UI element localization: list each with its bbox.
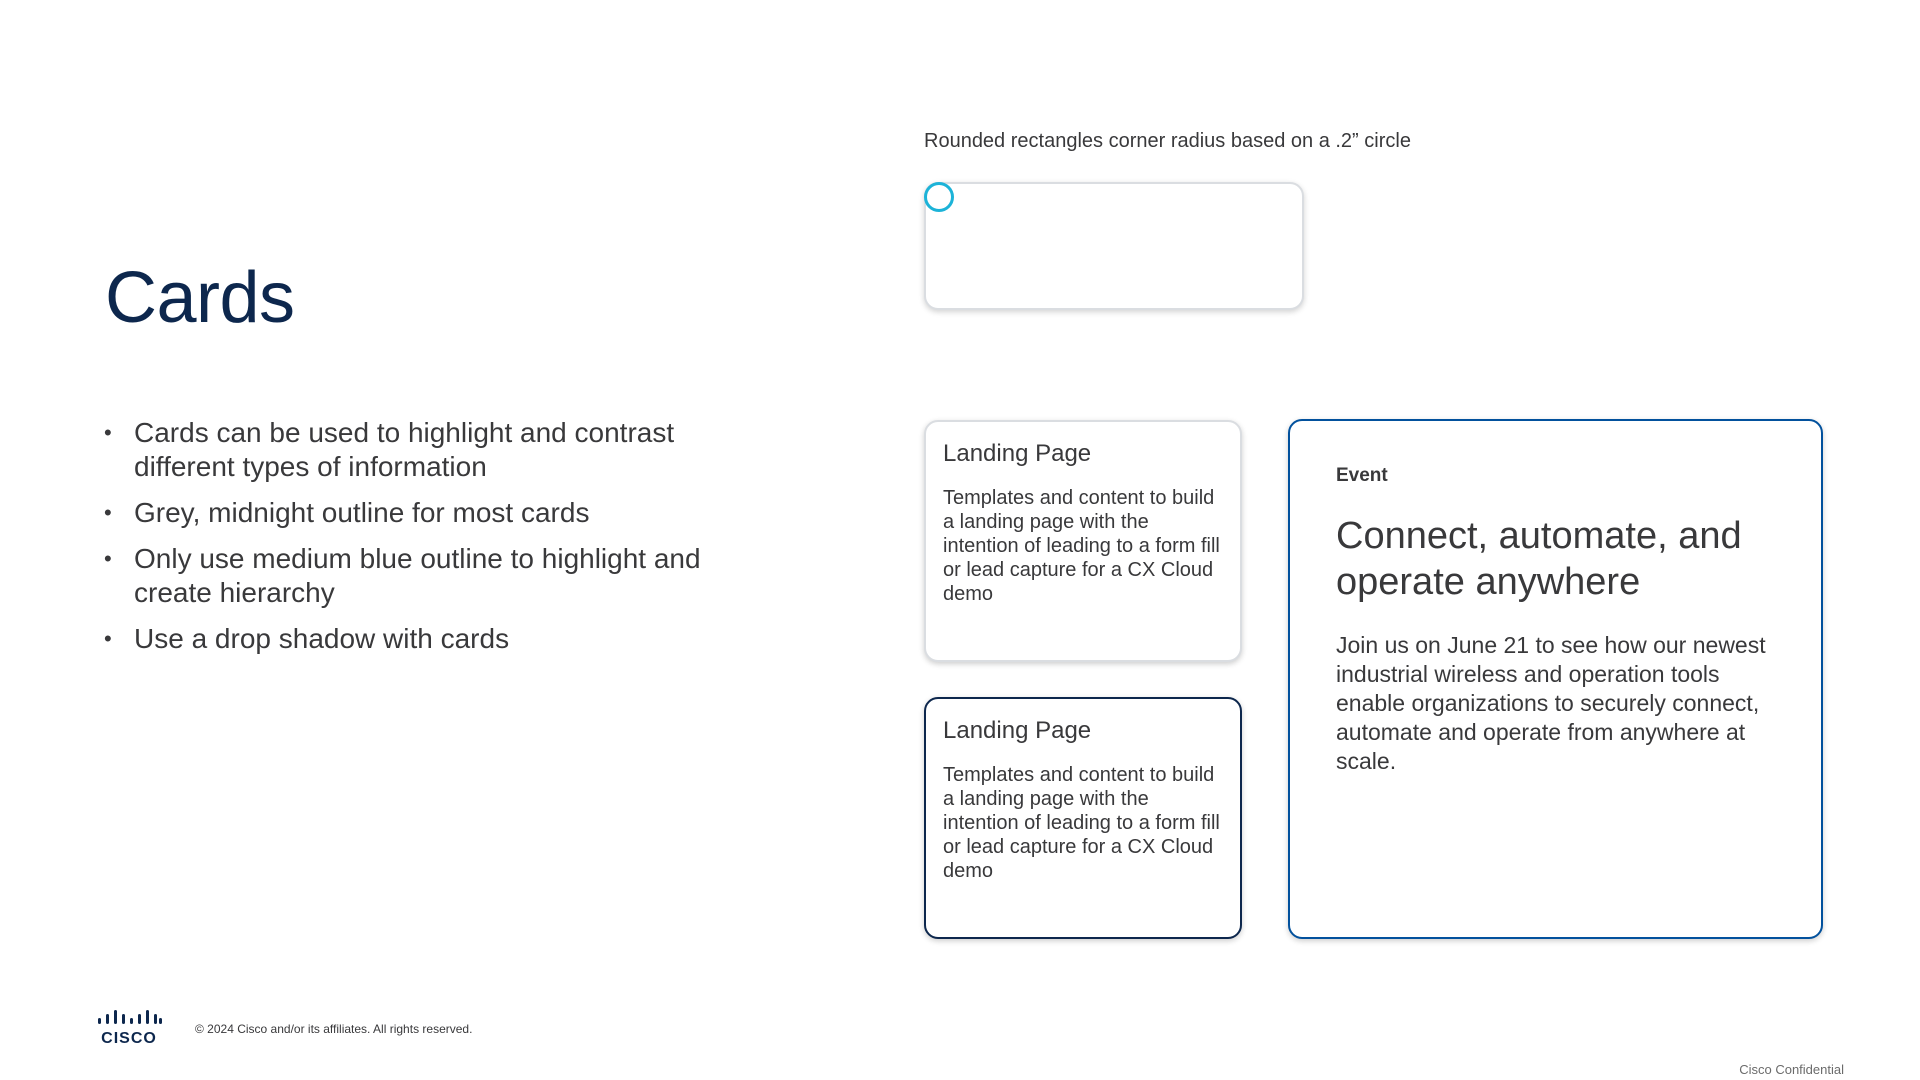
corner-radius-caption: Rounded rectangles corner radius based on a .2” circle [924, 130, 1411, 152]
corner-radius-circle [924, 182, 954, 212]
card-title: Landing Page [943, 717, 1092, 744]
bullet-item: • Cards can be used to highlight and contrast different types of information [104, 416, 764, 484]
bullet-item: • Grey, midnight outline for most cards [104, 496, 764, 530]
copyright-text: © 2024 Cisco and/or its affiliates. All rights reserved. [195, 1022, 473, 1036]
bullet-item: • Only use medium blue outline to highlight and create hierarchy [104, 542, 764, 610]
event-card[interactable] [1288, 419, 1823, 939]
event-label: Event [1336, 465, 1388, 486]
event-headline: Connect, automate, and operate anywhere [1336, 515, 1742, 603]
confidential-label: Cisco Confidential [1739, 1062, 1844, 1077]
card-body: Templates and content to build a landing page with the intention of leading to a form fill or lead capture for a CX Cloud demo [943, 487, 1220, 605]
bullet-list [104, 416, 764, 668]
card-title: Landing Page [943, 440, 1092, 467]
corner-radius-demo-card [924, 182, 1304, 310]
svg-text:CISCO: CISCO [101, 1030, 157, 1046]
landing-page-card-grey[interactable] [924, 420, 1242, 662]
cisco-logo [96, 1010, 162, 1046]
event-body: Join us on June 21 to see how our newest industrial wireless and operation tools enable organizations to securely connect, automate and operate from anywhere at scale. [1336, 632, 1766, 774]
page-title: Cards [105, 258, 295, 338]
card-body: Templates and content to build a landing page with the intention of leading to a form fill or lead capture for a CX Cloud demo [943, 764, 1220, 882]
landing-page-card-midnight[interactable] [924, 697, 1242, 939]
bullet-item: • Use a drop shadow with cards [104, 622, 764, 656]
